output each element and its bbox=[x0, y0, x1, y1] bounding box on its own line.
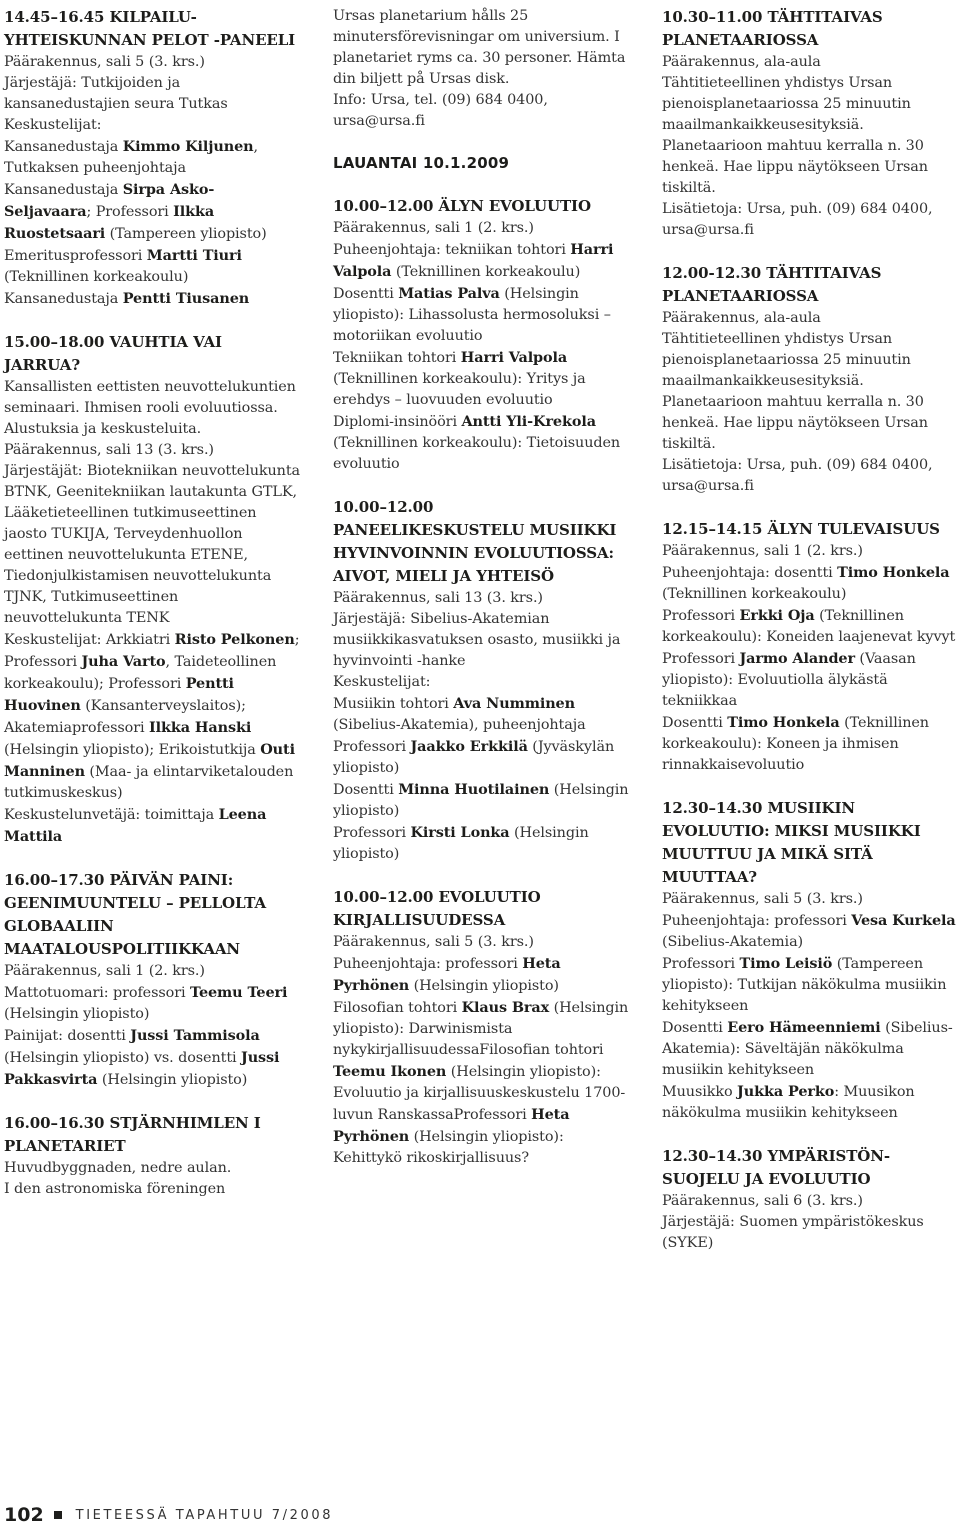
entry-heading: 12.00-12.30 TÄHTITAIVAS PLANETAARIOSSA bbox=[662, 264, 882, 305]
entry-line: Ursas planetarium hålls 25 minutersförevisningar om universium. I planetariet ryms ca. 30 personer. Hämta din biljett på Ursas disk. bbox=[333, 8, 626, 87]
person-name: Ilkka Ruostetsaari bbox=[4, 203, 215, 242]
entry-heading: 10.00–12.00 PANEELIKESKUSTELU MUSIIKKI HYVINVOINNIN EVOLUUTIOSSA: AIVOT, MIELI JA YHTEISÖ bbox=[333, 498, 617, 585]
page-number: 102 bbox=[4, 1504, 44, 1526]
person-name: Martti Tiuri bbox=[146, 247, 242, 264]
person-name: Risto Pelkonen bbox=[174, 631, 295, 648]
person-name: Antti Yli-Krekola bbox=[461, 413, 596, 430]
entry-line: Järjestäjä: Suomen ympäristökeskus (SYKE) bbox=[662, 1214, 924, 1251]
entry-line: Musiikin tohtori Ava Numminen (Sibelius-Akatemia), puheenjohtaja bbox=[333, 695, 586, 733]
entry-line: Päärakennus, sali 6 (3. krs.) bbox=[662, 1193, 863, 1209]
person-name: Harri Valpola bbox=[333, 241, 614, 280]
entry-heading: 10.00–12.00 EVOLUUTIO KIRJALLISUUDESSA bbox=[333, 888, 541, 929]
person-name: Jussi Tammisola bbox=[130, 1027, 260, 1044]
program-entry bbox=[4, 869, 300, 1091]
entry-line: Puheenjohtaja: dosentti Timo Honkela (Teknillinen korkeakoulu) bbox=[662, 564, 950, 602]
person-name: Matias Palva bbox=[398, 285, 500, 302]
entry-line: Diplomi-insinööri Antti Yli-Krekola (Teknillinen korkeakoulu): Tietoisuuden evoluutio bbox=[333, 413, 621, 472]
page-footer bbox=[4, 1504, 333, 1526]
person-name: Eero Hämeenniemi bbox=[727, 1019, 881, 1036]
person-name: Jukka Perko bbox=[737, 1083, 835, 1100]
column-3 bbox=[662, 6, 958, 1275]
entry-line: Professori Jarmo Alander (Vaasan yliopisto): Evoluutiolla älykästä tekniikkaa bbox=[662, 650, 916, 709]
entry-line: Järjestäjät: Biotekniikan neuvottelukunta BTNK, Geenitekniikan lautakunta GTLK, Lääketieteellinen tutkimuseettinen jaosto TUKIJA, Terveydenhuollon eettinen neuvottelukunta ETENE, Tiedonjulkistamisen neuvottelukunta TJNK, Tutkimuseettinen neuvottelukunta TENK bbox=[4, 463, 300, 626]
entry-line: Järjestäjä: Sibelius-Akatemian musiikkikasvatuksen osasto, musiikki ja hyvinvointi -hanke bbox=[333, 611, 621, 669]
entry-heading: 14.45–16.45 KILPAILU-YHTEISKUNNAN PELOT -PANEELI bbox=[4, 8, 296, 49]
entry-line: Tähtitieteellinen yhdistys Ursan pienoisplanetaariossa 25 minuutin maailmankaikkeusesityksiä. bbox=[662, 331, 911, 389]
program-entry bbox=[333, 195, 629, 475]
program-entry bbox=[4, 6, 300, 310]
person-name: Pentti Tiusanen bbox=[122, 290, 250, 307]
entry-line: Puheenjohtaja: tekniikan tohtori Harri Valpola (Teknillinen korkeakoulu) bbox=[333, 241, 614, 280]
entry-line: Professori Jaakko Erkkilä (Jyväskylän yliopisto) bbox=[333, 738, 615, 776]
person-name: Vesa Kurkela bbox=[851, 912, 956, 929]
entry-line: Keskustelijat: bbox=[4, 117, 102, 133]
column-1 bbox=[4, 6, 300, 1221]
entry-line: Professori Kirsti Lonka (Helsingin yliopisto) bbox=[333, 824, 589, 862]
entry-line: Päärakennus, ala-aula bbox=[662, 310, 821, 326]
entry-line: Päärakennus, sali 5 (3. krs.) bbox=[4, 54, 205, 70]
entry-heading: 10.00–12.00 ÄLYN EVOLUUTIO bbox=[333, 197, 591, 215]
entry-line: Järjestäjä: Tutkijoiden ja kansanedustajien seura Tutkas bbox=[4, 75, 228, 112]
person-name: Kimmo Kiljunen bbox=[122, 138, 254, 155]
entry-line: Lisätietoja: Ursa, puh. (09) 684 0400, ursa@ursa.fi bbox=[662, 201, 933, 238]
magazine-name: TIETEESSÄ TAPAHTUU 7/2008 bbox=[75, 1507, 334, 1523]
entry-line: Dosentti Minna Huotilainen (Helsingin yliopisto) bbox=[333, 781, 629, 819]
entry-line: Päärakennus, sali 1 (2. krs.) bbox=[662, 543, 863, 559]
entry-line: Professori Timo Leisiö (Tampereen yliopisto): Tutkijan näkökulma musiikin kehitykseen bbox=[662, 955, 947, 1014]
person-name: Timo Honkela bbox=[727, 714, 840, 731]
person-name: Heta Pyrhönen bbox=[333, 1106, 570, 1145]
person-name: Timo Leisiö bbox=[739, 955, 833, 972]
entry-line: Puheenjohtaja: professori Heta Pyrhönen (Helsingin yliopisto) bbox=[333, 955, 561, 994]
entry-line: Lisätietoja: Ursa, puh. (09) 684 0400, ursa@ursa.fi bbox=[662, 457, 933, 494]
entry-heading: 16.00–17.30 PÄIVÄN PAINI: GEENIMUUNTELU – PELLOLTA GLOBAALIIN MAATALOUSPOLITIIKKAAN bbox=[4, 871, 267, 958]
program-entry bbox=[662, 262, 958, 497]
entry-heading: 10.30–11.00 TÄHTITAIVAS PLANETAARIOSSA bbox=[662, 8, 883, 49]
entry-line: Dosentti Timo Honkela (Teknillinen korkeakoulu): Koneen ja ihmisen rinnakkaisevoluutio bbox=[662, 714, 929, 773]
entry-line: Päärakennus, ala-aula bbox=[662, 54, 821, 70]
entry-line: Keskustelijat: bbox=[333, 674, 431, 690]
entry-heading: 12.30–14.30 MUSIIKIN EVOLUUTIO: MIKSI MUSIIKKI MUUTTUU JA MIKÄ SITÄ MUUTTAA? bbox=[662, 799, 921, 886]
person-name: Kirsti Lonka bbox=[410, 824, 510, 841]
program-entry bbox=[333, 886, 629, 1169]
entry-heading: 15.00–18.00 VAUHTIA VAI JARRUA? bbox=[4, 333, 222, 374]
person-name: Jaakko Erkkilä bbox=[410, 738, 528, 755]
entry-line: Kansanedustaja Kimmo Kiljunen, Tutkaksen puheenjohtaja Kansanedustaja Sirpa Asko-Seljavaara; Professori Ilkka Ruostetsaari (Tampereen yliopisto) bbox=[4, 138, 267, 242]
person-name: Timo Honkela bbox=[837, 564, 950, 581]
person-name: Ava Numminen bbox=[453, 695, 575, 712]
entry-line: Professori Erkki Oja (Teknillinen korkeakoulu): Koneiden laajenevat kyvyt bbox=[662, 607, 956, 645]
program-entry bbox=[4, 331, 300, 848]
program-entry bbox=[333, 6, 629, 132]
person-name: Sirpa Asko-Seljavaara bbox=[4, 181, 215, 220]
entry-line: Päärakennus, sali 13 (3. krs.) bbox=[333, 590, 543, 606]
entry-line: Muusikko Jukka Perko: Muusikon näkökulma musiikin kehitykseen bbox=[662, 1083, 915, 1121]
entry-line: Tekniikan tohtori Harri Valpola (Teknillinen korkeakoulu): Yritys ja erehdys – luovuuden evoluutio bbox=[333, 349, 586, 408]
program-entry bbox=[4, 1112, 300, 1200]
person-name: Heta Pyrhönen bbox=[333, 955, 561, 994]
entry-line: Filosofian tohtori Klaus Brax (Helsingin yliopisto): Darwinismista nykykirjallisuudessaFilosofian tohtori Teemu Ikonen (Helsingin yliopisto): Evoluutio ja kirjallisuuskeskustelu 1700-luvun RanskassaProfessori Heta Pyrhönen (Helsingin yliopisto): Kehittykö rikoskirjallisuus? bbox=[333, 999, 629, 1166]
entry-line: Huvudbyggnaden, nedre aulan. bbox=[4, 1160, 232, 1176]
entry-line: Päärakennus, sali 13 (3. krs.) bbox=[4, 442, 214, 458]
entry-line: Info: Ursa, tel. (09) 684 0400, ursa@ursa.fi bbox=[333, 92, 548, 129]
person-name: Teemu Ikonen bbox=[333, 1063, 447, 1080]
person-name: Outi Manninen bbox=[4, 741, 295, 780]
entry-line: Mattotuomari: professori Teemu Teeri (Helsingin yliopisto) bbox=[4, 984, 288, 1022]
program-entry bbox=[662, 797, 958, 1124]
entry-line: Puheenjohtaja: professori Vesa Kurkela (Sibelius-Akatemia) bbox=[662, 912, 956, 950]
program-entry bbox=[662, 518, 958, 776]
person-name: Pentti Huovinen bbox=[4, 675, 234, 714]
entry-heading: 12.30–14.30 YMPÄRISTÖN-SUOJELU JA EVOLUUTIO bbox=[662, 1147, 890, 1188]
entry-line: Päärakennus, sali 1 (2. krs.) bbox=[333, 220, 534, 236]
entry-line: Tähtitieteellinen yhdistys Ursan pienoisplanetaariossa 25 minuutin maailmankaikkeusesityksiä. bbox=[662, 75, 911, 133]
entry-line: Päärakennus, sali 1 (2. krs.) bbox=[4, 963, 205, 979]
entry-line: Planetaarioon mahtuu kerralla n. 30 henkeä. Hae lippu näytökseen Ursan tiskiltä. bbox=[662, 138, 928, 196]
person-name: Juha Varto bbox=[81, 653, 166, 670]
entry-line: Planetaarioon mahtuu kerralla n. 30 henkeä. Hae lippu näytökseen Ursan tiskiltä. bbox=[662, 394, 928, 452]
entry-line: Kansallisten eettisten neuvottelukuntien seminaari. Ihmisen rooli evoluutiossa. Alustuksia ja keskusteluita. bbox=[4, 379, 296, 437]
entry-line: Emeritusprofessori Martti Tiuri (Teknillinen korkeakoulu) bbox=[4, 247, 242, 285]
column-2 bbox=[333, 6, 629, 1190]
person-name: Teemu Teeri bbox=[189, 984, 288, 1001]
entry-line: I den astronomiska föreningen bbox=[4, 1181, 226, 1197]
person-name: Harri Valpola bbox=[460, 349, 568, 366]
entry-line: Kansanedustaja Pentti Tiusanen bbox=[4, 290, 250, 307]
entry-line: Dosentti Eero Hämeenniemi (Sibelius-Akatemia): Säveltäjän näkökulma musiikin kehitykseen bbox=[662, 1019, 953, 1078]
entry-line: Päärakennus, sali 5 (3. krs.) bbox=[333, 934, 534, 950]
person-name: Jarmo Alander bbox=[739, 650, 855, 667]
entry-line: Painijat: dosentti Jussi Tammisola (Helsingin yliopisto) vs. dosentti Jussi Pakkasvirta (Helsingin yliopisto) bbox=[4, 1027, 280, 1088]
program-entry bbox=[662, 1145, 958, 1254]
entry-line: Päärakennus, sali 5 (3. krs.) bbox=[662, 891, 863, 907]
entry-line: Keskustelijat: Arkkiatri Risto Pelkonen; Professori Juha Varto, Taideteollinen korkeakoulu); Professori Pentti Huovinen (Kansanterveyslaitos); Akatemiaprofessori Ilkka Hanski (Helsingin yliopisto); Erikoistutkija Outi Manninen (Maa- ja elintarviketalouden tutkimuskeskus) bbox=[4, 631, 300, 801]
person-name: Jussi Pakkasvirta bbox=[4, 1049, 280, 1088]
person-name: Ilkka Hanski bbox=[149, 719, 252, 736]
person-name: Klaus Brax bbox=[461, 999, 550, 1016]
program-entry bbox=[333, 496, 629, 865]
person-name: Leena Mattila bbox=[4, 806, 267, 845]
person-name: Minna Huotilainen bbox=[398, 781, 550, 798]
square-bullet-icon bbox=[54, 1511, 62, 1519]
entry-line: Keskustelunvetäjä: toimittaja Leena Mattila bbox=[4, 806, 267, 845]
entry-line: Dosentti Matias Palva (Helsingin yliopisto): Lihassolusta hermosoluksi – motoriikan evoluutio bbox=[333, 285, 611, 344]
program-entry bbox=[662, 6, 958, 241]
person-name: Erkki Oja bbox=[739, 607, 815, 624]
day-heading: LAUANTAI 10.1.2009 bbox=[333, 154, 510, 172]
entry-heading: 12.15–14.15 ÄLYN TULEVAISUUS bbox=[662, 520, 940, 538]
entry-heading: 16.00–16.30 STJÄRNHIMLEN I PLANETARIET bbox=[4, 1114, 261, 1155]
